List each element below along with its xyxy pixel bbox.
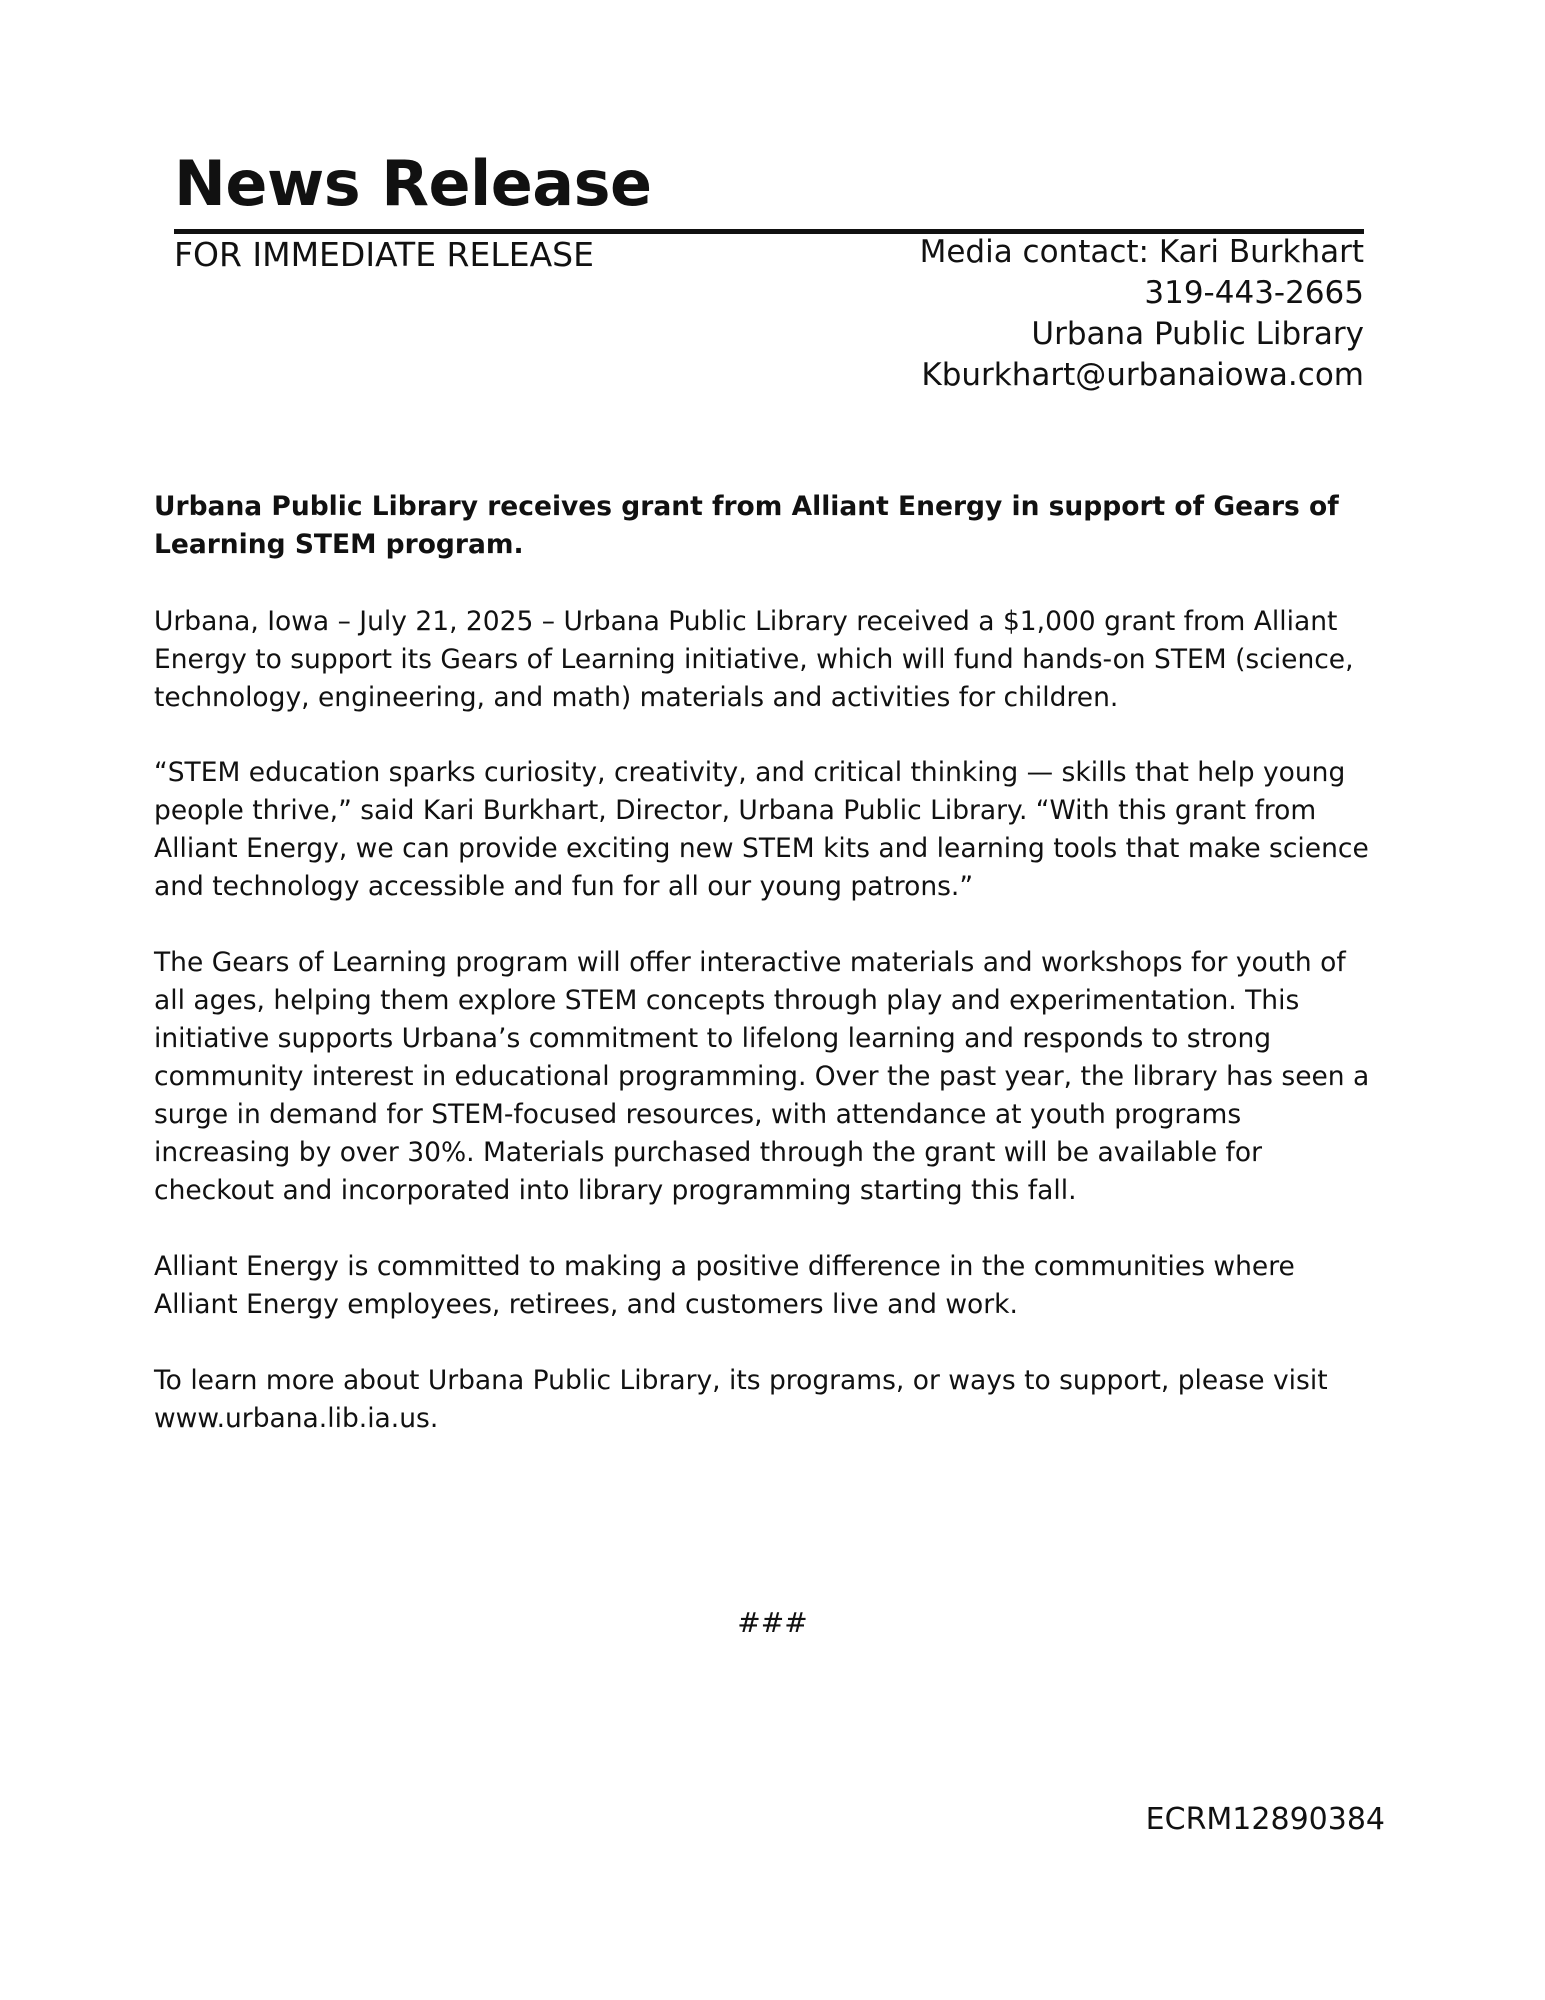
paragraph-intro: Urbana, Iowa – July 21, 2025 – Urbana Public Library received a $1,000 grant from Alliant Energy to support its Gears of Learning initiative, which will fund hands-on STEM (science, technology, engineering, and math) materials and activities for children. bbox=[154, 606, 1354, 713]
page-title: News Release bbox=[174, 147, 652, 220]
media-contact-phone: 319-443-2665 bbox=[1144, 275, 1364, 311]
end-of-release-mark: ### bbox=[737, 1606, 808, 1639]
paragraph-more-info: To learn more about Urbana Public Library, its programs, or ways to support, please visit www.urbana.lib.ia.us. bbox=[154, 1365, 1328, 1434]
article-headline: Urbana Public Library receives grant from Alliant Energy in support of Gears of Learning STEM program. bbox=[154, 491, 1339, 560]
release-label: FOR IMMEDIATE RELEASE bbox=[174, 235, 594, 274]
media-contact-email: Kburkhart@urbanaiowa.com bbox=[921, 357, 1364, 393]
media-contact-name: Media contact: Kari Burkhart bbox=[919, 234, 1364, 270]
paragraph-program: The Gears of Learning program will offer interactive materials and workshops for youth of all ages, helping them explore STEM concepts through play and experimentation. This initiative supports Urbana’s commitment to lifelong learning and responds to strong community interest in educational programming. Over the past year, the library has seen a surge in demand for STEM-focused resources, with attendance at youth programs increasing by over 30%. Materials purchased through the grant will be available for checkout and incorporated into library programming starting this fall. bbox=[154, 947, 1370, 1206]
paragraph-quote: “STEM education sparks curiosity, creativity, and critical thinking — skills that help young people thrive,” said Kari Burkhart, Director, Urbana Public Library. “With this grant from Alliant Energy, we can provide exciting new STEM kits and learning tools that make science and technology accessible and fun for all our young patrons.” bbox=[154, 757, 1369, 902]
media-contact-organization: Urbana Public Library bbox=[1031, 316, 1364, 352]
document-code: ECRM12890384 bbox=[1145, 1802, 1385, 1837]
media-contact-block bbox=[920, 232, 1364, 396]
paragraph-sponsor: Alliant Energy is committed to making a positive difference in the communities where Alliant Energy employees, retirees, and customers live and work. bbox=[154, 1251, 1295, 1320]
